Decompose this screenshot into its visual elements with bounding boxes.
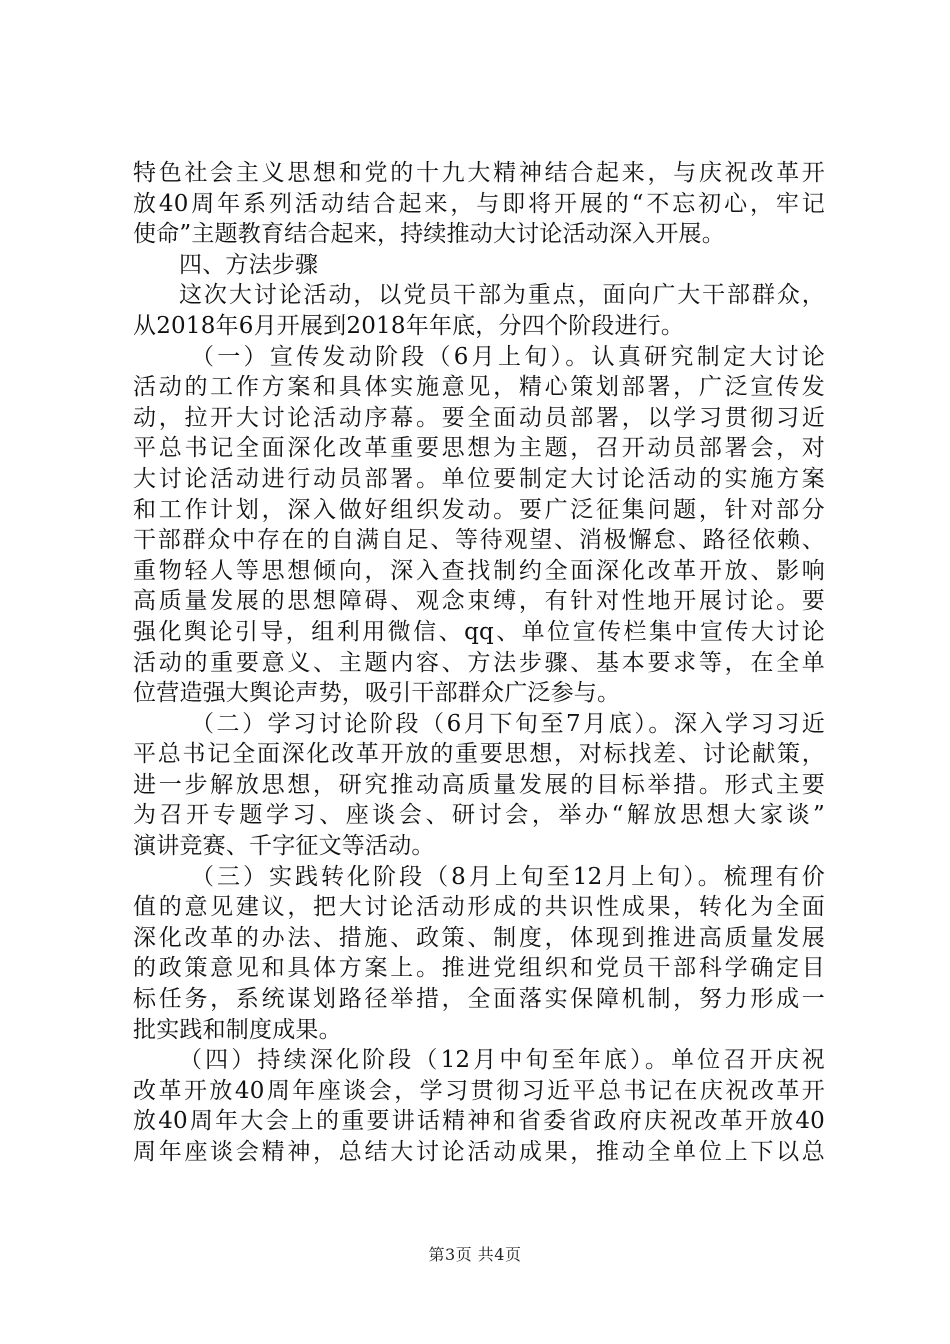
text-line: 大讨论活动进行动员部署。单位要制定大讨论活动的实施方案 [133, 465, 825, 492]
stage-paragraph-start: （三）实践转化阶段（8月上旬至12月上旬）。梳理有价 [191, 863, 825, 890]
text-line: 深化改革的办法、措施、政策、制度，体现到推进高质量发展 [133, 924, 825, 951]
text-line: 进一步解放思想，研究推动高质量发展的目标举措。形式主要 [133, 771, 825, 798]
text-line: 平总书记全面深化改革重要思想为主题，召开动员部署会，对 [133, 435, 825, 462]
text-line: 干部群众中存在的自满自足、等待观望、消极懈怠、路径依赖、 [133, 527, 825, 554]
text-line: 这次大讨论活动，以党员干部为重点，面向广大干部群众， [179, 282, 825, 309]
text-line: 改革开放40周年座谈会，学习贯彻习近平总书记在庆祝改革开 [133, 1077, 825, 1104]
text-line: 演讲竞赛、千字征文等活动。 [133, 833, 435, 860]
text-line: 特色社会主义思想和党的十九大精神结合起来，与庆祝改革开 [133, 160, 825, 186]
text-line: 批实践和制度成果。 [133, 1016, 342, 1043]
text-line: 活动的重要意义、主题内容、方法步骤、基本要求等，在全单 [133, 649, 825, 676]
text-line: 从2018年6月开展到2018年年底，分四个阶段进行。 [133, 312, 685, 339]
text-line: 平总书记全面深化改革开放的重要思想，对标找差、讨论献策， [133, 741, 825, 768]
stage-paragraph-start: （一）宣传发动阶段（6月上旬）。认真研究制定大讨论 [191, 343, 825, 370]
text-line: 活动的工作方案和具体实施意见，精心策划部署，广泛宣传发 [133, 374, 825, 401]
stage-paragraph-start: （四）持续深化阶段（12月中旬至年底）。单位召开庆祝 [179, 1047, 825, 1074]
text-line: 强化舆论引导，组利用微信、qq、单位宣传栏集中宣传大讨论 [133, 618, 825, 645]
document-body [133, 158, 825, 1168]
text-line: 高质量发展的思想障碍、观念束缚，有针对性地开展讨论。要 [133, 588, 825, 615]
text-line: 使命”主题教育结合起来，持续推动大讨论活动深入开展。 [133, 221, 725, 248]
text-line: 周年座谈会精神，总结大讨论活动成果，推动全单位上下以总 [133, 1139, 825, 1165]
stage-paragraph-start: （二）学习讨论阶段（6月下旬至7月底）。深入学习习近 [191, 710, 825, 737]
text-line: 的政策意见和具体方案上。推进党组织和党员干部科学确定目 [133, 955, 825, 982]
text-line: 为召开专题学习、座谈会、研讨会，举办“解放思想大家谈” [133, 802, 825, 829]
text-line: 重物轻人等思想倾向，深入查找制约全面深化改革开放、影响 [133, 557, 825, 584]
text-line: 值的意见建议，把大讨论活动形成的共识性成果，转化为全面 [133, 894, 825, 921]
text-line: 位营造强大舆论声势，吸引干部群众广泛参与。 [133, 680, 621, 707]
section-heading: 四、方法步骤 [179, 251, 319, 278]
text-line: 标任务，系统谋划路径举措，全面落实保障机制，努力形成一 [133, 986, 825, 1013]
text-line: 动，拉开大讨论活动序幕。要全面动员部署，以学习贯彻习近 [133, 404, 825, 431]
text-line: 放40周年系列活动结合起来，与即将开展的“不忘初心，牢记 [133, 190, 825, 217]
page-number-footer: 第3页 共4页 [428, 1245, 522, 1264]
text-line: 放40周年大会上的重要讲话精神和省委省政府庆祝改革开放40 [133, 1108, 825, 1135]
text-line: 和工作计划，深入做好组织发动。要广泛征集问题，针对部分 [133, 496, 825, 523]
